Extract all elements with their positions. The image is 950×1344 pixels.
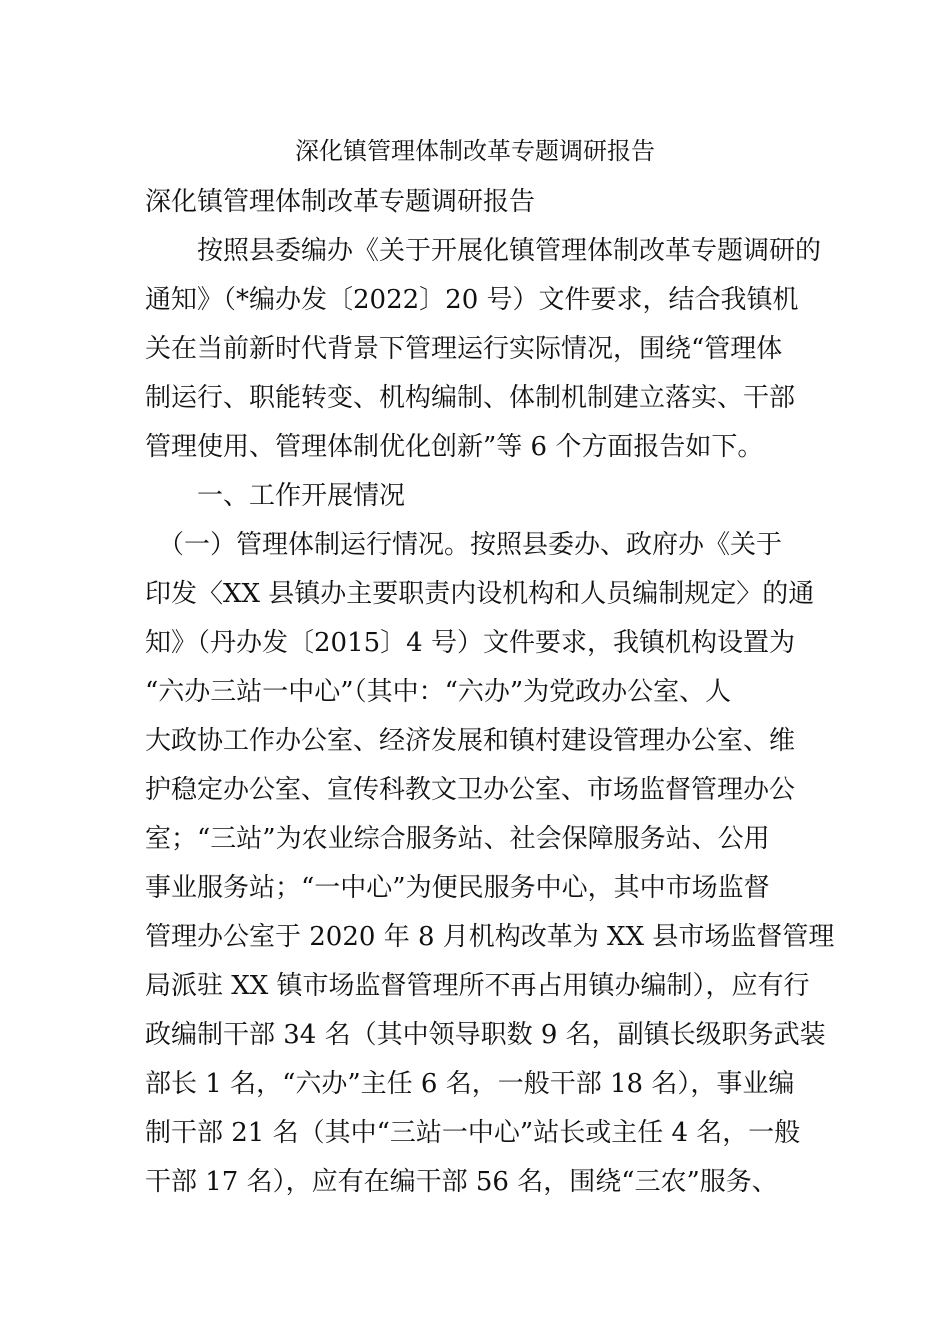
body-line: 关在当前新时代背景下管理运行实际情况，围绕“管理体 bbox=[145, 334, 783, 364]
section-heading: 一、工作开展情况 bbox=[145, 481, 406, 511]
body-line: 局派驻 XX 镇市场监督管理所不再占用镇办编制），应有行 bbox=[145, 971, 810, 1001]
document-title: 深化镇管理体制改革专题调研报告 bbox=[295, 137, 655, 165]
body-line: （一）管理体制运行情况。按照县委办、政府办《关于 bbox=[145, 530, 783, 560]
body-line: 政编制干部 34 名（其中领导职数 9 名，副镇长级职务武装 bbox=[145, 1020, 826, 1050]
body-line: 管理使用、管理体制优化创新”等 6 个方面报告如下。 bbox=[145, 432, 764, 462]
body-line: 部长 1 名，“六办”主任 6 名，一般干部 18 名），事业编 bbox=[145, 1069, 795, 1099]
body-line: 事业服务站；“一中心”为便民服务中心，其中市场监督 bbox=[145, 873, 770, 903]
body-line: 制干部 21 名（其中“三站一中心”站长或主任 4 名，一般 bbox=[145, 1118, 801, 1148]
body-line: 知》（丹办发〔2015〕4 号）文件要求，我镇机构设置为 bbox=[145, 628, 795, 658]
body-line: 通知》（*编办发〔2022〕20 号）文件要求，结合我镇机 bbox=[145, 285, 799, 315]
body-line: 按照县委编办《关于开展化镇管理体制改革专题调研的 bbox=[145, 236, 822, 266]
body-line: 干部 17 名），应有在编干部 56 名，围绕“三农”服务、 bbox=[145, 1167, 778, 1197]
body-line: 制运行、职能转变、机构编制、体制机制建立落实、干部 bbox=[145, 383, 796, 413]
subtitle-line: 深化镇管理体制改革专题调研报告 bbox=[145, 187, 536, 217]
body-line: 印发〈XX 县镇办主要职责内设机构和人员编制规定〉的通 bbox=[145, 579, 815, 609]
body-line: 室；“三站”为农业综合服务站、社会保障服务站、公用 bbox=[145, 824, 770, 854]
body-line: 大政协工作办公室、经济发展和镇村建设管理办公室、维 bbox=[145, 726, 796, 756]
body-line: 管理办公室于 2020 年 8 月机构改革为 XX 县市场监督管理 bbox=[145, 922, 835, 952]
body-line: “六办三站一中心”（其中：“六办”为党政办公室、人 bbox=[145, 677, 732, 707]
body-line: 护稳定办公室、宣传科教文卫办公室、市场监督管理办公 bbox=[145, 775, 796, 805]
